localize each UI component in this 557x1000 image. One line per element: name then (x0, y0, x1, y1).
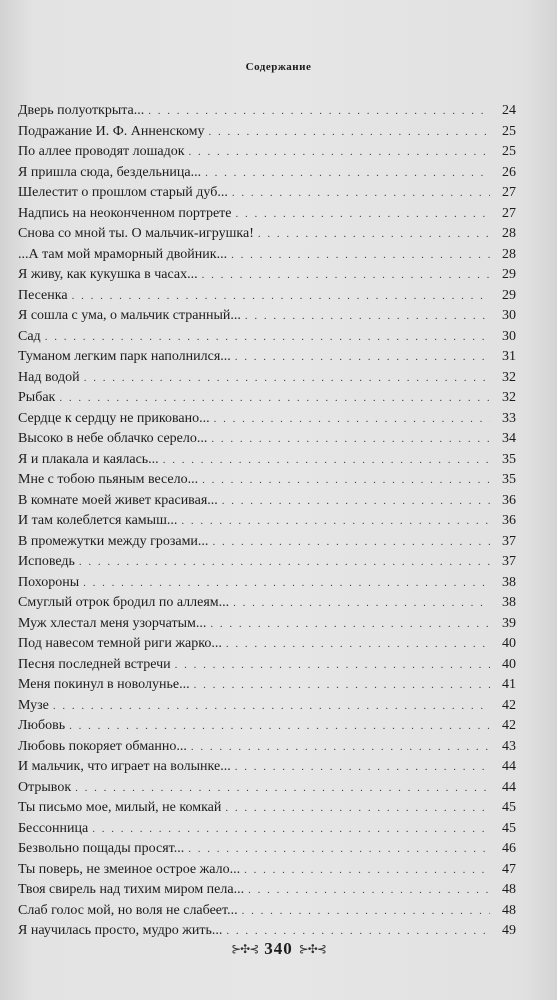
toc-entry (18, 593, 516, 614)
dot-leader (222, 491, 490, 512)
dot-leader (92, 819, 490, 840)
toc-entry-title: Я сошла с ума, о мальчик странный... (18, 308, 241, 323)
toc-entry (18, 204, 516, 225)
toc-entry-title: И мальчик, что играет на волынке... (18, 759, 231, 774)
toc-entry-page: 28 (502, 246, 516, 262)
toc-entry-page: 38 (502, 574, 516, 590)
dot-leader (235, 757, 490, 778)
toc-entry-title: Любовь покоряет обманно... (18, 738, 187, 754)
toc-entry (18, 737, 516, 758)
dot-leader (79, 552, 490, 573)
toc-entry (18, 552, 516, 573)
toc-entry-title: Безвольно пощады просят... (18, 841, 185, 856)
toc-entry-page: 30 (502, 308, 516, 323)
dot-leader (175, 655, 490, 676)
page-number: 340 (264, 939, 293, 958)
toc-entry-page: 43 (502, 738, 516, 754)
toc-entry-title: И там колеблется камыш... (18, 513, 178, 528)
toc-entry-page: 47 (502, 861, 516, 877)
toc-entry-title: Твоя свирель над тихим миром пела... (18, 882, 245, 897)
toc-entry (18, 839, 516, 860)
toc-entry-title: В промежутки между грозами... (18, 533, 209, 549)
toc-entry-page: 49 (502, 923, 516, 938)
toc-entry-title: Под навесом темной риги жарко... (18, 636, 222, 651)
toc-entry-page: 31 (502, 349, 516, 364)
toc-entry-title: По аллее проводят лошадок (18, 144, 185, 159)
toc-entry-page: 27 (502, 205, 516, 221)
dot-leader (163, 450, 490, 471)
toc-entry-page: 24 (502, 103, 516, 118)
toc-entry (18, 634, 516, 655)
toc-entry-title: Бессонница (18, 820, 89, 836)
toc-entry (18, 675, 516, 696)
toc-entry (18, 286, 516, 307)
toc-entry (18, 511, 516, 532)
toc-entry-page: 29 (502, 287, 516, 303)
dot-leader (245, 306, 490, 327)
dot-leader (231, 245, 490, 266)
toc-entry-page: 32 (502, 369, 516, 385)
toc-entry-title: Я пришла сюда, бездельница... (18, 164, 202, 180)
toc-entry (18, 573, 516, 594)
toc-entry (18, 306, 516, 327)
dot-leader (236, 204, 491, 225)
toc-entry-title: Сад (18, 328, 41, 344)
dot-leader (53, 696, 490, 717)
toc-entry (18, 860, 516, 881)
toc-entry-page: 44 (502, 759, 516, 774)
toc-entry-page: 37 (502, 554, 516, 569)
table-of-contents (18, 101, 516, 942)
toc-entry-title: Меня покинул в новолунье... (18, 677, 190, 692)
toc-entry-title: Я научилась просто, мудро жить... (18, 923, 223, 938)
toc-entry (18, 798, 516, 819)
toc-entry-title: В комнате моей живет красивая... (18, 492, 218, 508)
toc-entry-title: Песня последней встречи (18, 656, 171, 672)
dot-leader (189, 142, 490, 163)
dot-leader (209, 122, 491, 143)
toc-entry-page: 42 (502, 718, 516, 733)
dot-leader (75, 778, 490, 799)
toc-entry-page: 27 (502, 185, 516, 200)
toc-entry-page: 29 (502, 267, 516, 282)
toc-entry-page: 35 (502, 472, 516, 487)
dot-leader (248, 880, 490, 901)
toc-entry (18, 245, 516, 266)
dot-leader (210, 614, 490, 635)
dot-leader (226, 634, 490, 655)
toc-entry (18, 757, 516, 778)
toc-entry (18, 716, 516, 737)
dot-leader (211, 429, 490, 450)
toc-entry-page: 45 (502, 820, 516, 836)
toc-entry (18, 265, 516, 286)
toc-entry-page: 40 (502, 656, 516, 672)
dot-leader (191, 737, 490, 758)
dot-leader (242, 901, 490, 922)
toc-entry-page: 25 (502, 123, 516, 139)
toc-entry-title: Музе (18, 697, 49, 713)
dot-leader (148, 101, 490, 122)
toc-entry-title: Надпись на неоконченном портрете (18, 205, 232, 221)
toc-entry-page: 48 (502, 882, 516, 897)
dot-leader (84, 368, 490, 389)
toc-entry (18, 696, 516, 717)
toc-entry-title: Ты поверь, не змеиное острое жало... (18, 861, 241, 877)
dot-leader (235, 347, 490, 368)
toc-entry-page: 41 (502, 677, 516, 692)
toc-entry-title: Муж хлестал меня узорчатым... (18, 615, 207, 631)
toc-entry (18, 491, 516, 512)
toc-entry-page: 33 (502, 410, 516, 426)
toc-entry-title: Я и плакала и каялась... (18, 451, 159, 467)
dot-leader (205, 163, 490, 184)
toc-entry-page: 38 (502, 595, 516, 610)
toc-entry-page: 44 (502, 779, 516, 795)
toc-entry-page: 39 (502, 615, 516, 631)
running-header: Содержание (245, 61, 312, 73)
toc-entry-title: Шелестит о прошлом старый дуб... (18, 185, 228, 200)
toc-entry (18, 122, 516, 143)
dot-leader (233, 593, 490, 614)
toc-entry-title: Над водой (18, 369, 80, 385)
toc-entry-title: Слаб голос мой, но воля не слабеет... (18, 902, 238, 918)
ornament-left-icon: ⊱✣⊰ (231, 941, 259, 956)
toc-entry-page: 32 (502, 390, 516, 405)
toc-entry (18, 163, 516, 184)
toc-entry (18, 470, 516, 491)
dot-leader (72, 286, 490, 307)
toc-entry-title: Туманом легким парк наполнился... (18, 349, 231, 364)
dot-leader (45, 327, 490, 348)
dot-leader (232, 183, 490, 204)
dot-leader (59, 388, 490, 409)
dot-leader (69, 716, 490, 737)
toc-entry (18, 778, 516, 799)
dot-leader (258, 224, 490, 245)
toc-entry-page: 26 (502, 164, 516, 180)
toc-entry (18, 183, 516, 204)
toc-entry-page: 36 (502, 513, 516, 528)
toc-entry (18, 429, 516, 450)
toc-entry-title: Отрывок (18, 779, 72, 795)
dot-leader (181, 511, 490, 532)
dot-leader (225, 798, 490, 819)
toc-entry-title: Снова со мной ты. О мальчик-игрушка! (18, 226, 254, 241)
toc-entry-title: Высоко в небе облачко серело... (18, 431, 208, 446)
toc-entry (18, 901, 516, 922)
toc-entry-title: Мне с тобою пьяным весело... (18, 472, 199, 487)
toc-entry-page: 40 (502, 636, 516, 651)
toc-entry (18, 347, 516, 368)
toc-entry (18, 655, 516, 676)
dot-leader (83, 573, 490, 594)
toc-entry-page: 48 (502, 902, 516, 918)
toc-entry (18, 101, 516, 122)
toc-entry (18, 819, 516, 840)
toc-entry-title: Сердце к сердцу не приковано... (18, 410, 210, 426)
dot-leader (214, 409, 490, 430)
page-footer (0, 939, 557, 959)
toc-entry (18, 532, 516, 553)
toc-entry-page: 35 (502, 451, 516, 467)
dot-leader (188, 839, 490, 860)
toc-entry (18, 450, 516, 471)
toc-entry-title: Смуглый отрок бродил по аллеям... (18, 595, 230, 610)
dot-leader (194, 675, 490, 696)
toc-entry (18, 614, 516, 635)
toc-entry-page: 25 (502, 144, 516, 159)
dot-leader (202, 470, 490, 491)
toc-entry-title: Дверь полуоткрыта... (18, 103, 145, 118)
toc-entry-title: Ты письмо мое, милый, не комкай (18, 800, 222, 815)
toc-entry-page: 45 (502, 800, 516, 815)
toc-entry-page: 42 (502, 697, 516, 713)
toc-entry (18, 880, 516, 901)
toc-entry (18, 142, 516, 163)
toc-entry-title: Любовь (18, 718, 66, 733)
toc-entry-title: Я живу, как кукушка в часах... (18, 267, 198, 282)
toc-entry (18, 368, 516, 389)
toc-entry-title: Исповедь (18, 554, 75, 569)
toc-entry-page: 37 (502, 533, 516, 549)
ornament-right-icon: ⊱✣⊰ (298, 941, 326, 956)
toc-entry-page: 36 (502, 492, 516, 508)
dot-leader (212, 532, 490, 553)
toc-entry (18, 327, 516, 348)
toc-entry-page: 30 (502, 328, 516, 344)
toc-entry-page: 46 (502, 841, 516, 856)
toc-entry-title: Похороны (18, 574, 80, 590)
toc-entry (18, 409, 516, 430)
dot-leader (244, 860, 490, 881)
toc-entry-page: 34 (502, 431, 516, 446)
toc-entry (18, 224, 516, 245)
dot-leader (202, 265, 490, 286)
toc-entry-title: Рыбак (18, 390, 56, 405)
toc-entry-page: 28 (502, 226, 516, 241)
toc-entry (18, 388, 516, 409)
toc-entry-title: Подражание И. Ф. Анненскому (18, 123, 205, 139)
toc-entry-title: Песенка (18, 287, 68, 303)
toc-entry-title: ...А там мой мраморный двойник... (18, 246, 228, 262)
